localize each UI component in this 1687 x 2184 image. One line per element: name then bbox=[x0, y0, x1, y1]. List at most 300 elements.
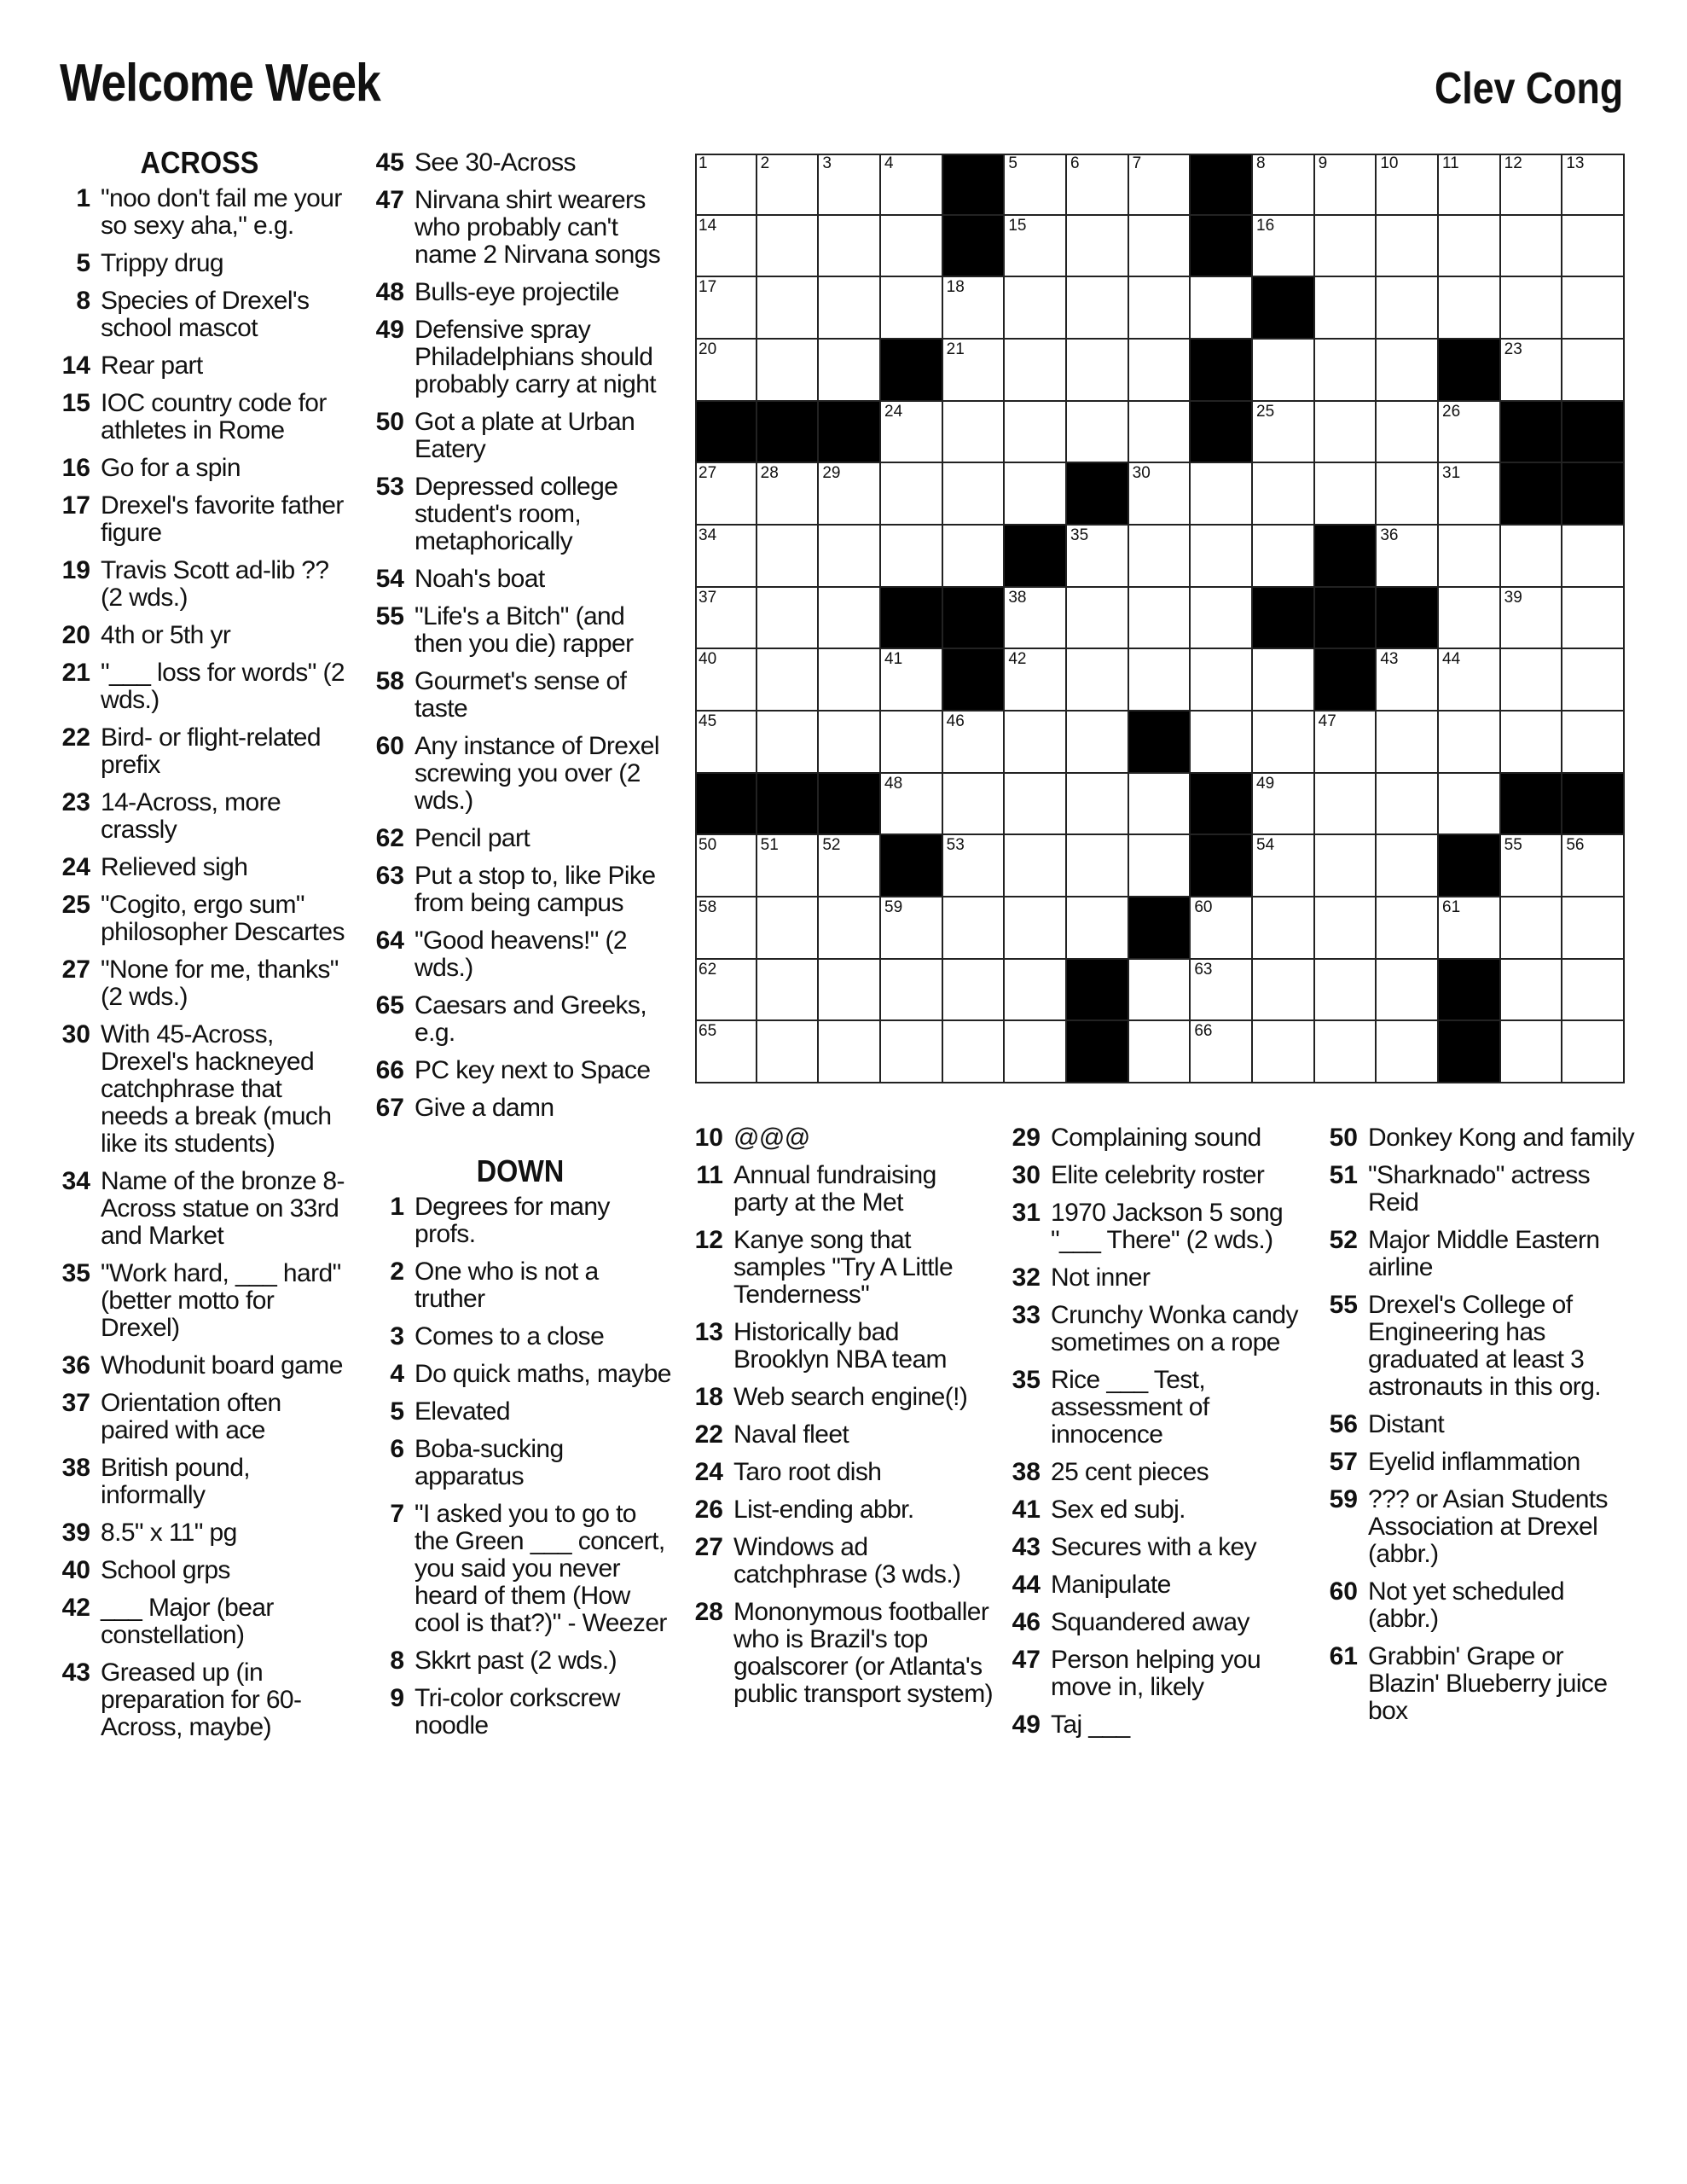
grid-cell[interactable] bbox=[1315, 463, 1377, 526]
grid-cell-black bbox=[1067, 1021, 1129, 1083]
grid-cell[interactable] bbox=[1315, 835, 1377, 897]
grid-cell-black bbox=[1253, 588, 1315, 650]
grid-cell[interactable] bbox=[1191, 277, 1253, 340]
grid-cell[interactable] bbox=[881, 463, 943, 526]
clue-number: 41 bbox=[1012, 1496, 1041, 1524]
grid-cell[interactable] bbox=[695, 526, 757, 588]
grid-cell[interactable] bbox=[1005, 649, 1067, 712]
clue-number: 1 bbox=[76, 184, 90, 212]
grid-cell[interactable] bbox=[1377, 340, 1439, 402]
grid-cell[interactable] bbox=[1191, 526, 1253, 588]
grid-cell[interactable] bbox=[1253, 463, 1315, 526]
grid-cell[interactable] bbox=[943, 774, 1006, 836]
grid-cell[interactable] bbox=[819, 897, 881, 960]
grid-cell[interactable] bbox=[757, 897, 820, 960]
grid-cell[interactable] bbox=[1562, 835, 1625, 897]
grid-cell[interactable] bbox=[1129, 835, 1191, 897]
grid-cell[interactable] bbox=[1501, 277, 1563, 340]
grid-cell[interactable] bbox=[943, 897, 1006, 960]
grid-cell[interactable] bbox=[1315, 774, 1377, 836]
grid-cell[interactable] bbox=[1005, 154, 1067, 216]
clue-text: Drexel's favorite father figure bbox=[101, 491, 344, 547]
grid-cell[interactable] bbox=[1562, 960, 1625, 1022]
cell-number: 31 bbox=[1442, 464, 1461, 483]
grid-cell[interactable] bbox=[943, 340, 1006, 402]
down-clue bbox=[1322, 1411, 1638, 1438]
grid-cell[interactable] bbox=[1067, 649, 1129, 712]
grid-cell[interactable] bbox=[1191, 588, 1253, 650]
clue-number: 11 bbox=[696, 1161, 723, 1189]
grid-cell[interactable] bbox=[757, 1021, 820, 1083]
grid-cell[interactable] bbox=[1067, 835, 1129, 897]
down-clue bbox=[1322, 1449, 1638, 1476]
across-clue bbox=[55, 288, 345, 342]
grid-cell[interactable] bbox=[695, 960, 757, 1022]
clue-number: 30 bbox=[1012, 1161, 1041, 1189]
grid-cell[interactable] bbox=[1067, 588, 1129, 650]
cell-number: 34 bbox=[699, 526, 717, 544]
grid-cell[interactable] bbox=[1377, 960, 1439, 1022]
grid-cell[interactable] bbox=[1253, 774, 1315, 836]
cell-number: 12 bbox=[1504, 154, 1522, 172]
grid-cell[interactable] bbox=[819, 154, 881, 216]
grid-cell[interactable] bbox=[1129, 277, 1191, 340]
grid-cell[interactable] bbox=[695, 897, 757, 960]
across-clue bbox=[368, 603, 672, 658]
grid-cell[interactable] bbox=[1129, 588, 1191, 650]
clue-number: 5 bbox=[390, 1397, 404, 1426]
clue-text: Complaining sound bbox=[1051, 1124, 1261, 1152]
grid-cell[interactable] bbox=[1315, 960, 1377, 1022]
clue-text: "Sharknado" actress Reid bbox=[1368, 1161, 1591, 1217]
grid-cell[interactable] bbox=[1191, 649, 1253, 712]
grid-cell[interactable] bbox=[881, 712, 943, 774]
grid-cell[interactable] bbox=[695, 835, 757, 897]
grid-cell[interactable] bbox=[881, 216, 943, 278]
grid-cell-black bbox=[757, 774, 820, 836]
grid-cell[interactable] bbox=[695, 649, 757, 712]
grid-cell[interactable] bbox=[1253, 897, 1315, 960]
clue-number: 24 bbox=[61, 853, 90, 881]
across-clue bbox=[368, 149, 672, 177]
grid-cell[interactable] bbox=[1067, 526, 1129, 588]
grid-cell[interactable] bbox=[1501, 588, 1563, 650]
down-clue bbox=[1322, 1124, 1638, 1152]
clue-text: Whodunit board game bbox=[101, 1351, 343, 1380]
grid-cell[interactable] bbox=[1562, 340, 1625, 402]
grid-cell[interactable] bbox=[1562, 216, 1625, 278]
grid-cell-black bbox=[943, 154, 1006, 216]
grid-cell[interactable] bbox=[1191, 960, 1253, 1022]
grid-cell[interactable] bbox=[1439, 588, 1501, 650]
grid-cell[interactable] bbox=[1377, 712, 1439, 774]
grid-cell[interactable] bbox=[1129, 402, 1191, 464]
clue-text: "Cogito, ergo sum" philosopher Descartes bbox=[101, 891, 345, 946]
grid-cell[interactable] bbox=[881, 649, 943, 712]
grid-cell[interactable] bbox=[1562, 1021, 1625, 1083]
grid-cell[interactable] bbox=[1129, 960, 1191, 1022]
clue-number: 20 bbox=[61, 621, 90, 649]
grid-cell[interactable] bbox=[1005, 897, 1067, 960]
clue-number: 15 bbox=[61, 389, 90, 417]
cell-number: 50 bbox=[699, 836, 717, 855]
clue-number: 67 bbox=[375, 1094, 404, 1122]
down-clue bbox=[1005, 1367, 1313, 1449]
grid-cell[interactable] bbox=[819, 216, 881, 278]
grid-cell[interactable] bbox=[757, 216, 820, 278]
grid-cell[interactable] bbox=[695, 277, 757, 340]
grid-cell[interactable] bbox=[1439, 216, 1501, 278]
grid-cell[interactable] bbox=[1005, 402, 1067, 464]
down-clue bbox=[687, 1599, 996, 1708]
grid-cell[interactable] bbox=[757, 340, 820, 402]
grid-cell[interactable] bbox=[1315, 1021, 1377, 1083]
grid-cell[interactable] bbox=[943, 1021, 1006, 1083]
grid-cell[interactable] bbox=[1315, 402, 1377, 464]
down-clue bbox=[1005, 1124, 1313, 1152]
grid-cell-black bbox=[943, 649, 1006, 712]
across-clue bbox=[368, 927, 672, 982]
grid-cell[interactable] bbox=[881, 277, 943, 340]
grid-cell[interactable] bbox=[1562, 588, 1625, 650]
clue-text: Not inner bbox=[1051, 1263, 1151, 1292]
grid-cell[interactable] bbox=[757, 588, 820, 650]
grid-cell-black bbox=[943, 588, 1006, 650]
grid-cell[interactable] bbox=[1067, 340, 1129, 402]
grid-cell[interactable] bbox=[1439, 277, 1501, 340]
grid-cell[interactable] bbox=[1377, 216, 1439, 278]
grid-cell[interactable] bbox=[881, 154, 943, 216]
grid-cell-black bbox=[1562, 402, 1625, 464]
grid-cell[interactable] bbox=[1501, 154, 1563, 216]
cell-number: 58 bbox=[699, 898, 717, 916]
clue-number: 50 bbox=[375, 408, 404, 436]
grid-cell[interactable] bbox=[819, 526, 881, 588]
grid-cell[interactable] bbox=[943, 712, 1006, 774]
grid-cell[interactable] bbox=[881, 526, 943, 588]
grid-cell[interactable] bbox=[757, 712, 820, 774]
grid-cell[interactable] bbox=[1501, 897, 1563, 960]
clue-text: IOC country code for athletes in Rome bbox=[101, 389, 327, 444]
grid-cell[interactable] bbox=[819, 649, 881, 712]
grid-cell[interactable] bbox=[1253, 154, 1315, 216]
down-clue bbox=[1322, 1292, 1638, 1401]
grid-cell[interactable] bbox=[1067, 216, 1129, 278]
grid-cell-black bbox=[1562, 463, 1625, 526]
grid-cell[interactable] bbox=[1005, 960, 1067, 1022]
grid-cell-black bbox=[881, 588, 943, 650]
clue-text: See 30-Across bbox=[415, 148, 576, 177]
grid-cell[interactable] bbox=[1377, 835, 1439, 897]
grid-cell[interactable] bbox=[1439, 897, 1501, 960]
grid-cell[interactable] bbox=[1315, 154, 1377, 216]
cell-number: 18 bbox=[946, 278, 965, 297]
grid-cell[interactable] bbox=[1253, 835, 1315, 897]
grid-cell[interactable] bbox=[1439, 402, 1501, 464]
grid-cell[interactable] bbox=[1315, 897, 1377, 960]
grid-cell[interactable] bbox=[1253, 1021, 1315, 1083]
grid-cell[interactable] bbox=[1005, 712, 1067, 774]
clue-number: 13 bbox=[694, 1318, 723, 1346]
grid-cell[interactable] bbox=[695, 588, 757, 650]
grid-cell-black bbox=[1439, 340, 1501, 402]
grid-cell-black bbox=[1439, 960, 1501, 1022]
grid-cell-black bbox=[1315, 588, 1377, 650]
across-clue bbox=[368, 1057, 672, 1084]
clue-number: 2 bbox=[390, 1258, 404, 1286]
down-column-4 bbox=[1005, 1124, 1313, 1749]
grid-cell[interactable] bbox=[757, 526, 820, 588]
grid-cell[interactable] bbox=[1562, 154, 1625, 216]
grid-cell[interactable] bbox=[881, 1021, 943, 1083]
grid-cell[interactable] bbox=[1439, 154, 1501, 216]
clue-text: ??? or Asian Students Association at Drexel (abbr.) bbox=[1368, 1485, 1608, 1568]
grid-cell[interactable] bbox=[1315, 277, 1377, 340]
grid-cell[interactable] bbox=[1253, 340, 1315, 402]
clue-text: Species of Drexel's school mascot bbox=[101, 287, 310, 342]
clue-text: Web search engine(!) bbox=[733, 1383, 968, 1411]
grid-cell[interactable] bbox=[1439, 712, 1501, 774]
grid-cell[interactable] bbox=[1315, 712, 1377, 774]
grid-cell[interactable] bbox=[1439, 649, 1501, 712]
grid-cell[interactable] bbox=[1562, 897, 1625, 960]
grid-cell[interactable] bbox=[943, 960, 1006, 1022]
grid-cell[interactable] bbox=[1253, 216, 1315, 278]
clue-number: 36 bbox=[61, 1351, 90, 1380]
grid-cell[interactable] bbox=[1129, 340, 1191, 402]
grid-cell[interactable] bbox=[1129, 774, 1191, 836]
grid-cell-black bbox=[1191, 774, 1253, 836]
clue-number: 43 bbox=[1012, 1533, 1041, 1561]
grid-cell[interactable] bbox=[1439, 526, 1501, 588]
grid-cell[interactable] bbox=[695, 154, 757, 216]
grid-cell[interactable] bbox=[1005, 835, 1067, 897]
grid-cell[interactable] bbox=[819, 340, 881, 402]
across-clue bbox=[55, 1557, 345, 1584]
grid-cell[interactable] bbox=[695, 340, 757, 402]
grid-cell[interactable] bbox=[1315, 340, 1377, 402]
cell-number: 9 bbox=[1318, 154, 1328, 172]
puzzle-author: Clev Cong bbox=[1434, 64, 1623, 113]
grid-cell[interactable] bbox=[819, 960, 881, 1022]
grid-cell[interactable] bbox=[1377, 774, 1439, 836]
grid-cell[interactable] bbox=[1005, 1021, 1067, 1083]
clue-text: Sex ed subj. bbox=[1051, 1496, 1186, 1524]
grid-cell[interactable] bbox=[819, 463, 881, 526]
grid-cell[interactable] bbox=[1377, 1021, 1439, 1083]
grid-cell[interactable] bbox=[819, 1021, 881, 1083]
cell-number: 27 bbox=[699, 464, 717, 483]
grid-cell[interactable] bbox=[1253, 402, 1315, 464]
across-clue bbox=[55, 1260, 345, 1342]
grid-cell[interactable] bbox=[881, 402, 943, 464]
grid-cell[interactable] bbox=[1005, 588, 1067, 650]
grid-cell[interactable] bbox=[881, 774, 943, 836]
grid-cell[interactable] bbox=[819, 588, 881, 650]
grid-cell[interactable] bbox=[1191, 897, 1253, 960]
clue-text: Noah's boat bbox=[415, 565, 545, 593]
clue-text: Go for a spin bbox=[101, 454, 241, 482]
grid-cell[interactable] bbox=[1129, 216, 1191, 278]
cell-number: 53 bbox=[946, 836, 965, 855]
cell-number: 65 bbox=[699, 1022, 717, 1041]
cell-number: 54 bbox=[1256, 836, 1275, 855]
grid-cell[interactable] bbox=[1005, 463, 1067, 526]
grid-cell[interactable] bbox=[1067, 402, 1129, 464]
grid-cell[interactable] bbox=[1005, 774, 1067, 836]
clue-text: Elite celebrity roster bbox=[1051, 1161, 1265, 1189]
clue-number: 30 bbox=[61, 1020, 90, 1048]
grid-cell[interactable] bbox=[1129, 154, 1191, 216]
grid-cell[interactable] bbox=[1439, 774, 1501, 836]
cell-number: 1 bbox=[699, 154, 708, 172]
grid-cell[interactable] bbox=[1377, 154, 1439, 216]
grid-cell[interactable] bbox=[1129, 463, 1191, 526]
cell-number: 40 bbox=[699, 650, 717, 669]
grid-cell[interactable] bbox=[1067, 277, 1129, 340]
cell-number: 52 bbox=[822, 836, 841, 855]
clue-text: Major Middle Eastern airline bbox=[1368, 1226, 1600, 1281]
clue-text: Comes to a close bbox=[415, 1322, 605, 1350]
clue-number: 28 bbox=[694, 1598, 723, 1626]
clue-number: 23 bbox=[61, 788, 90, 816]
clue-text: Any instance of Drexel screwing you over (2 wds.) bbox=[415, 732, 659, 815]
grid-cell[interactable] bbox=[1377, 277, 1439, 340]
cell-number: 28 bbox=[760, 464, 779, 483]
grid-cell[interactable] bbox=[695, 1021, 757, 1083]
grid-cell[interactable] bbox=[1377, 897, 1439, 960]
grid-cell[interactable] bbox=[1253, 712, 1315, 774]
down-clue bbox=[1005, 1534, 1313, 1561]
clue-number: 3 bbox=[390, 1322, 404, 1350]
grid-cell[interactable] bbox=[1129, 1021, 1191, 1083]
grid-cell[interactable] bbox=[1377, 402, 1439, 464]
clue-number: 49 bbox=[375, 316, 404, 344]
cell-number: 43 bbox=[1380, 650, 1399, 669]
grid-cell[interactable] bbox=[757, 960, 820, 1022]
down-clue bbox=[687, 1124, 996, 1152]
grid-cell[interactable] bbox=[1067, 154, 1129, 216]
grid-cell[interactable] bbox=[943, 526, 1006, 588]
clue-number: 8 bbox=[76, 287, 90, 315]
clue-number: 31 bbox=[1012, 1199, 1041, 1227]
grid-cell[interactable] bbox=[1253, 649, 1315, 712]
grid-cell[interactable] bbox=[1067, 897, 1129, 960]
clue-text: Secures with a key bbox=[1051, 1533, 1256, 1561]
grid-cell-black bbox=[1191, 154, 1253, 216]
grid-cell[interactable] bbox=[1377, 463, 1439, 526]
grid-cell[interactable] bbox=[1129, 649, 1191, 712]
grid-cell[interactable] bbox=[1315, 216, 1377, 278]
grid-cell[interactable] bbox=[1562, 712, 1625, 774]
clue-number: 38 bbox=[1012, 1458, 1041, 1486]
grid-cell[interactable] bbox=[1501, 960, 1563, 1022]
grid-cell[interactable] bbox=[1501, 835, 1563, 897]
clue-number: 62 bbox=[375, 824, 404, 852]
down-clue bbox=[687, 1227, 996, 1309]
down-clue bbox=[687, 1421, 996, 1449]
grid-cell[interactable] bbox=[757, 154, 820, 216]
grid-cell[interactable] bbox=[1501, 340, 1563, 402]
grid-cell[interactable] bbox=[1005, 216, 1067, 278]
grid-cell[interactable] bbox=[1377, 649, 1439, 712]
grid-cell[interactable] bbox=[1191, 712, 1253, 774]
grid-cell[interactable] bbox=[819, 277, 881, 340]
down-clue bbox=[368, 1361, 672, 1388]
down-clue bbox=[1005, 1609, 1313, 1636]
across-clue bbox=[55, 956, 345, 1011]
clue-number: 42 bbox=[61, 1594, 90, 1622]
cell-number: 47 bbox=[1318, 712, 1336, 730]
grid-cell[interactable] bbox=[757, 649, 820, 712]
clue-text: Tri-color corkscrew noodle bbox=[415, 1684, 620, 1740]
clue-text: Eyelid inflammation bbox=[1368, 1448, 1580, 1476]
grid-cell[interactable] bbox=[943, 277, 1006, 340]
grid-cell[interactable] bbox=[943, 402, 1006, 464]
grid-cell[interactable] bbox=[1562, 526, 1625, 588]
grid-cell[interactable] bbox=[1562, 277, 1625, 340]
grid-cell[interactable] bbox=[1005, 340, 1067, 402]
grid-cell[interactable] bbox=[757, 463, 820, 526]
grid-cell[interactable] bbox=[1562, 649, 1625, 712]
clue-number: 39 bbox=[61, 1519, 90, 1547]
clue-number: 51 bbox=[1329, 1161, 1358, 1189]
clue-text: Boba-sucking apparatus bbox=[415, 1435, 564, 1490]
grid-cell[interactable] bbox=[943, 463, 1006, 526]
grid-cell[interactable] bbox=[1129, 526, 1191, 588]
grid-cell[interactable] bbox=[1067, 712, 1129, 774]
grid-cell[interactable] bbox=[1501, 649, 1563, 712]
grid-cell[interactable] bbox=[695, 216, 757, 278]
grid-cell[interactable] bbox=[819, 712, 881, 774]
grid-cell[interactable] bbox=[1501, 712, 1563, 774]
clue-number: 8 bbox=[390, 1647, 404, 1675]
grid-cell[interactable] bbox=[1191, 1021, 1253, 1083]
grid-cell[interactable] bbox=[881, 960, 943, 1022]
cell-number: 5 bbox=[1008, 154, 1017, 172]
grid-cell[interactable] bbox=[1253, 960, 1315, 1022]
grid-cell[interactable] bbox=[757, 835, 820, 897]
grid-cell[interactable] bbox=[819, 835, 881, 897]
clue-number: 32 bbox=[1012, 1263, 1041, 1292]
grid-cell[interactable] bbox=[1005, 277, 1067, 340]
clue-number: 21 bbox=[61, 659, 90, 687]
grid-cell[interactable] bbox=[1439, 463, 1501, 526]
grid-cell[interactable] bbox=[1501, 526, 1563, 588]
grid-cell-black bbox=[695, 774, 757, 836]
grid-cell[interactable] bbox=[1067, 774, 1129, 836]
clue-text: Manipulate bbox=[1051, 1571, 1171, 1599]
clue-number: 63 bbox=[375, 862, 404, 890]
grid-cell[interactable] bbox=[1191, 463, 1253, 526]
grid-cell[interactable] bbox=[695, 463, 757, 526]
across-clue bbox=[368, 668, 672, 723]
grid-cell[interactable] bbox=[757, 277, 820, 340]
grid-cell[interactable] bbox=[943, 835, 1006, 897]
grid-cell[interactable] bbox=[1501, 1021, 1563, 1083]
clue-text: 8.5" x 11" pg bbox=[101, 1519, 237, 1547]
clue-number: 35 bbox=[1012, 1366, 1041, 1394]
cell-number: 46 bbox=[946, 712, 965, 730]
clue-text: British pound, informally bbox=[101, 1454, 251, 1509]
clue-text: Grabbin' Grape or Blazin' Blueberry juice box bbox=[1368, 1642, 1608, 1725]
grid-cell[interactable] bbox=[881, 897, 943, 960]
grid-cell[interactable] bbox=[1501, 216, 1563, 278]
grid-cell[interactable] bbox=[695, 712, 757, 774]
grid-cell[interactable] bbox=[1377, 526, 1439, 588]
clue-text: Depressed college student's room, metaphorically bbox=[415, 473, 618, 555]
grid-cell[interactable] bbox=[1253, 526, 1315, 588]
